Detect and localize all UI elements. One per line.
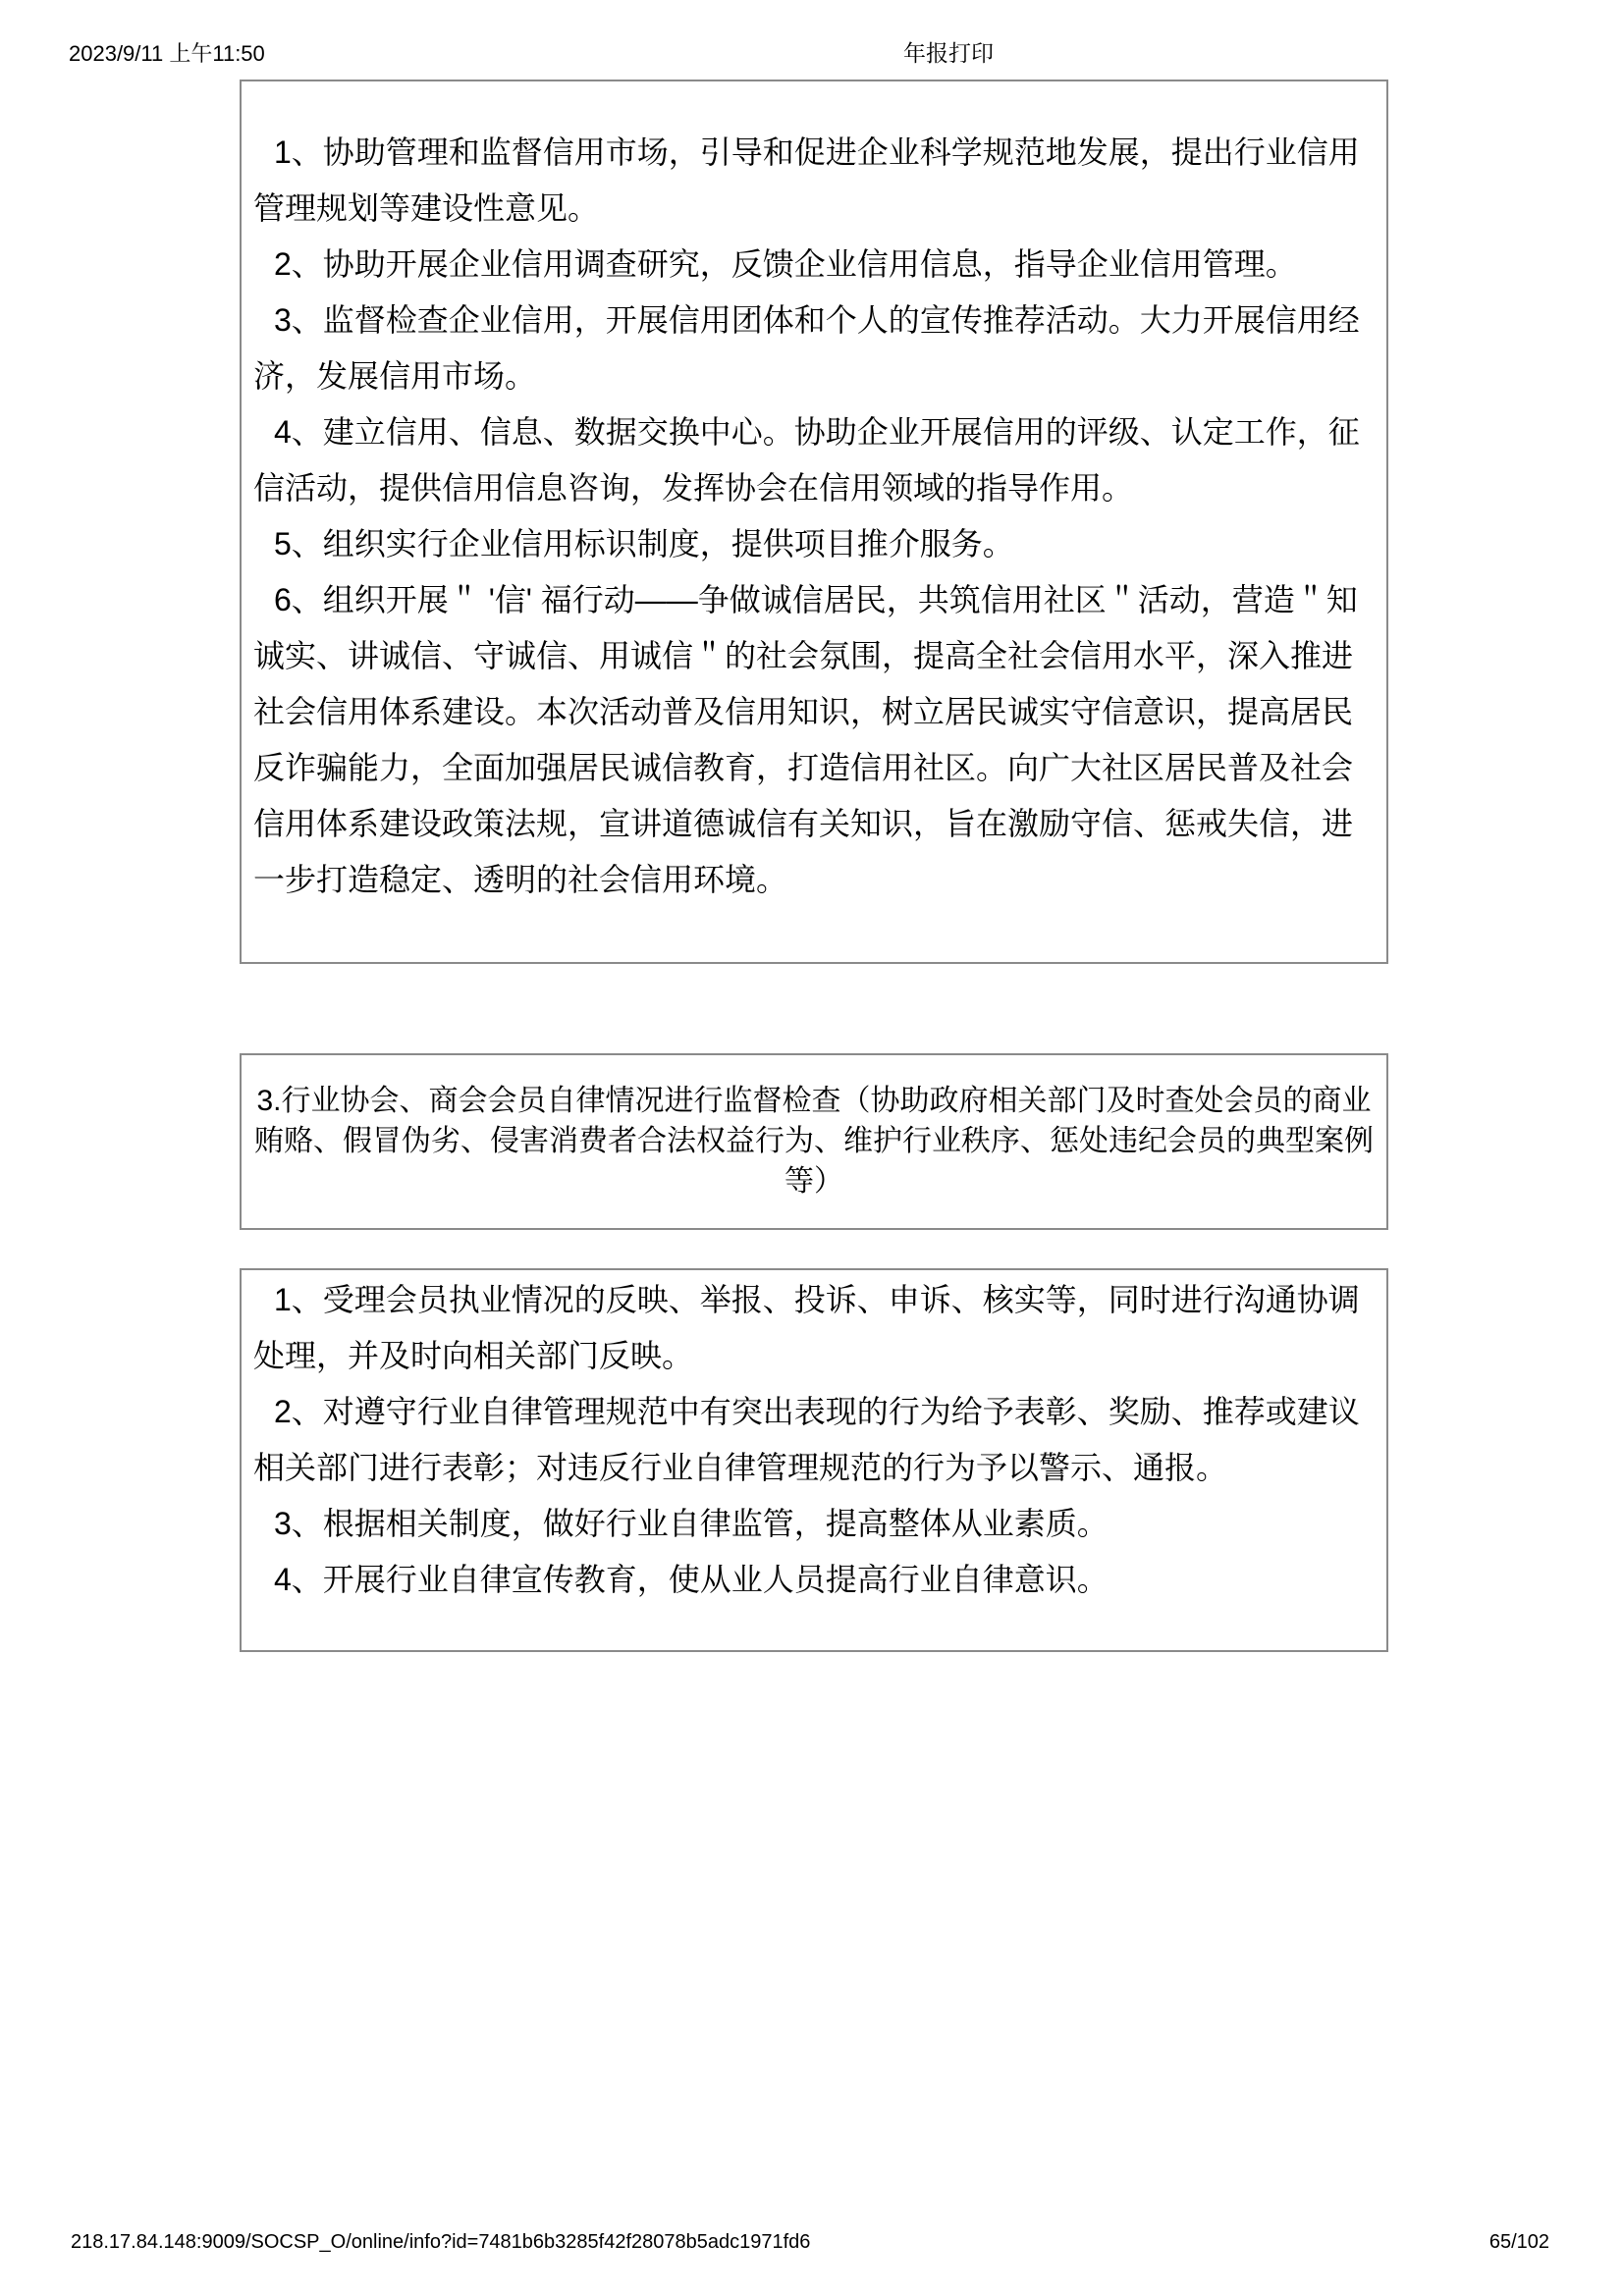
list-item: 1、协助管理和监督信用市场，引导和促进企业科学规范地发展，提出行业信用管理规划等建设性意见。 <box>253 134 1360 226</box>
self-discipline-items-box <box>240 1268 1388 1652</box>
self-discipline-heading-box <box>240 1053 1388 1230</box>
list-item: 2、对遵守行业自律管理规范中有突出表现的行为给予表彰、奖励、推荐或建议相关部门进行表彰；对违反行业自律管理规范的行为予以警示、通报。 <box>253 1394 1360 1485</box>
document-title: 年报打印 <box>903 40 994 66</box>
page-number: 65/102 <box>1488 2231 1549 2253</box>
print-header-datetime: 2023/9/11 上午11:50 <box>69 41 265 66</box>
section-heading: 3.行业协会、商会会员自律情况进行监督检查（协助政府相关部门及时查处会员的商业贿赂、假冒伪劣、侵害消费者合法权益行为、维护行业秩序、惩处违纪会员的典型案例等） <box>254 1085 1374 1198</box>
credit-duties-box <box>240 80 1388 964</box>
list-item: 3、根据相关制度，做好行业自律监管，提高整体从业素质。 <box>274 1506 1109 1541</box>
list-item: 4、建立信用、信息、数据交换中心。协助企业开展信用的评级、认定工作，征信活动，提供信用信息咨询，发挥协会在信用领域的指导作用。 <box>253 414 1360 506</box>
list-item: 4、开展行业自律宣传教育，使从业人员提高行业自律意识。 <box>274 1562 1109 1597</box>
list-item: 3、监督检查企业信用，开展信用团体和个人的宣传推荐活动。大力开展信用经济，发展信用市场。 <box>253 302 1360 394</box>
list-item: 1、受理会员执业情况的反映、举报、投诉、申诉、核实等，同时进行沟通协调处理，并及时向相关部门反映。 <box>253 1282 1360 1373</box>
list-item: 5、组织实行企业信用标识制度，提供项目推介服务。 <box>274 526 1014 561</box>
list-item: 2、协助开展企业信用调查研究，反馈企业信用信息，指导企业信用管理。 <box>274 246 1297 282</box>
print-footer-url: 218.17.84.148:9009/SOCSP_O/online/info?id=7481b6b3285f42f28078b5adc1971fd6 <box>71 2231 811 2253</box>
list-item: 6、组织开展＂ '信' 福行动——争做诚信居民，共筑信用社区＂活动，营造＂知诚实、讲诚信、守诚信、用诚信＂的社会氛围，提高全社会信用水平，深入推进社会信用体系建设。本次活动普及信用知识，树立居民诚实守信意识，提高居民反诈骗能力，全面加强居民诚信教育，打造信用社区。向广大社区居民普及社会信用体系建设政策法规，宣讲道德诚信有关知识，旨在激励守信、惩戒失信，进一步打造稳定、透明的社会信用环境。 <box>253 582 1358 897</box>
